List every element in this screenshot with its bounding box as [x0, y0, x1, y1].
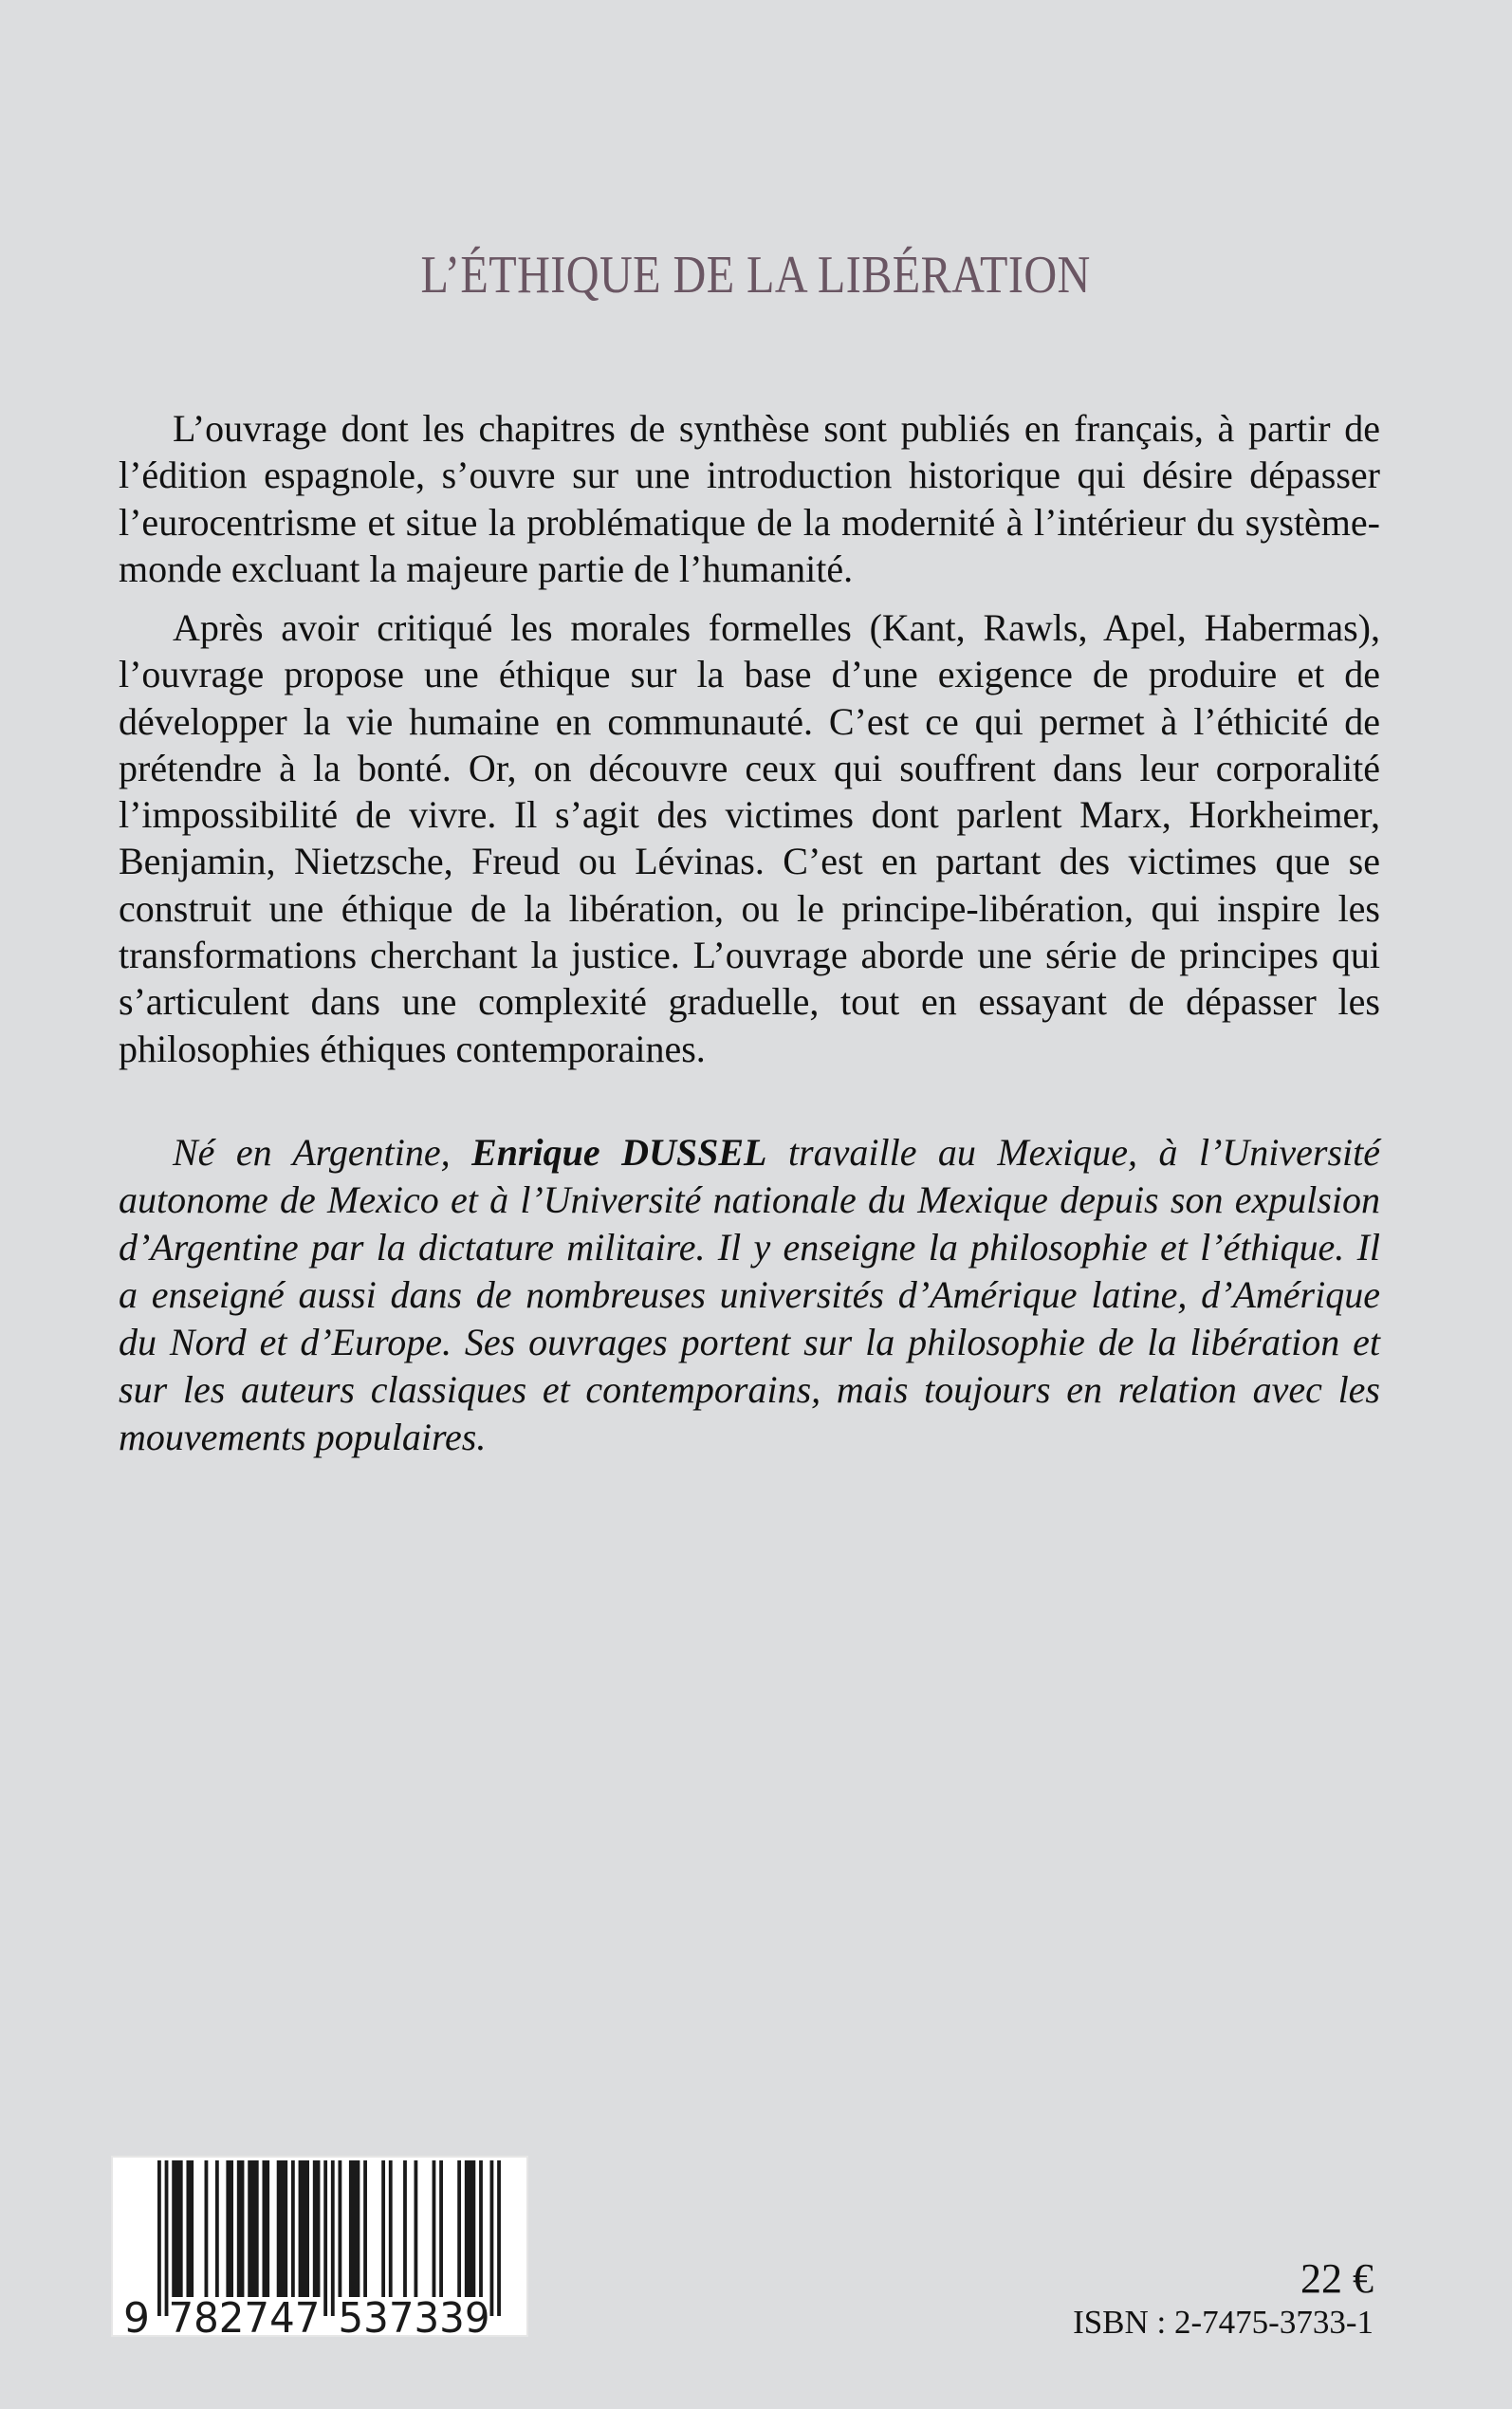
text-line-content [119, 1321, 1380, 1363]
barcode-bar [291, 2160, 295, 2297]
text-run: d’Argentine par la dictature militaire. Il y enseigne la philosophie et l’éthique. Il [119, 1226, 1380, 1269]
book-title [0, 246, 1512, 305]
text-run: l’ouvrage propose une éthique sur la base d’une exigence de produire et de [119, 653, 1380, 696]
barcode-bar [349, 2160, 360, 2297]
text-run: Né en Argentine, [173, 1131, 472, 1174]
text-line-content [119, 887, 1380, 930]
barcode-guard-bar [331, 2160, 335, 2316]
barcode-left-digits: 782747 [168, 2294, 321, 2339]
text-run: s’articulent dans une complexité graduelle, tout en essayant de dépasser les [119, 980, 1380, 1024]
text-run: autonome de Mexico et à l’Université nationale du Mexique depuis son expulsion [119, 1178, 1380, 1221]
barcode-bar [403, 2160, 407, 2297]
text-line [119, 698, 1380, 745]
text-line-content [173, 606, 1380, 649]
text-line [119, 546, 1380, 592]
text-run: philosophies éthiques contemporaines. [119, 1027, 706, 1070]
barcode-guard-bar [490, 2160, 494, 2316]
text-line [119, 1177, 1380, 1224]
text-line [119, 1026, 1380, 1072]
barcode-guard-bar [165, 2160, 169, 2316]
text-run: du Nord et d’Europe. Ses ouvrages portent sur la philosophie de la libération et [119, 1321, 1380, 1363]
text-run: développer la vie humaine en communauté. C’est ce qui permet à l’éthicité de [119, 699, 1380, 743]
text-line [119, 1271, 1380, 1319]
text-run: L’ouvrage dont les chapitres de synthèse sont publiés en français, à partir de [173, 407, 1380, 450]
text-run: transformations cherchant la justice. L’ouvrage aborde une série de principes qui [119, 934, 1380, 977]
barcode-bar [389, 2160, 393, 2297]
text-run: Après avoir critiqué les morales formelles (Kant, Rawls, Apel, Habermas), [173, 606, 1380, 649]
text-line-content [119, 700, 1380, 743]
text-line-content [173, 1131, 1380, 1174]
barcode-bar [262, 2160, 269, 2297]
text-line-content [119, 793, 1380, 836]
text-run: l’édition espagnole, s’ouvre sur une introduction historique qui désire dépasser [119, 454, 1380, 497]
barcode-bar [313, 2160, 321, 2297]
text-line-content [119, 1368, 1380, 1411]
text-line [119, 604, 1380, 651]
barcode-bar [381, 2160, 385, 2297]
text-line-content [119, 934, 1380, 976]
text-line-content [119, 501, 1380, 544]
text-line [119, 499, 1380, 546]
price-label: 22 € [1300, 2255, 1374, 2302]
text-run: monde excluant la majeure partie de l’humanité. [119, 547, 854, 590]
barcode-bar [299, 2160, 309, 2297]
text-line [119, 651, 1380, 697]
text-line-content [119, 840, 1380, 882]
text-run: Benjamin, Nietzsche, Freud ou Lévinas. C’est en partant des victimes que se [119, 840, 1380, 883]
barcode-guard-bar [157, 2160, 161, 2316]
barcode-graphic [113, 2158, 530, 2339]
barcode-bar [205, 2160, 209, 2297]
text-line-content [119, 547, 853, 590]
text-line [119, 932, 1380, 978]
text-line [119, 978, 1380, 1025]
text-line-content [119, 454, 1380, 496]
text-line [119, 745, 1380, 791]
barcode-bar [186, 2160, 194, 2297]
barcode-first-digit: 9 [123, 2294, 150, 2339]
text-line-content [119, 1273, 1380, 1316]
text-line [119, 452, 1380, 498]
isbn-label: ISBN : 2-7475-3733-1 [1073, 2304, 1374, 2341]
author-name: Enrique DUSSEL [471, 1131, 767, 1174]
text-run: a enseigné aussi dans de nombreuses universités d’Amérique latine, d’Amérique [119, 1273, 1380, 1316]
text-run: sur les auteurs classiques et contemporains, mais toujours en relation avec les [119, 1368, 1380, 1411]
author-bio-paragraph [119, 1129, 1380, 1461]
text-run: prétendre à la bonté. Or, on découvre ceux qui souffrent dans leur corporalité [119, 746, 1380, 789]
barcode-bar [277, 2160, 287, 2297]
barcode-bar [215, 2160, 219, 2297]
text-line [119, 838, 1380, 884]
barcode-guard-bar [497, 2160, 501, 2316]
barcode-guard-bar [323, 2160, 327, 2316]
text-line-content [119, 1226, 1380, 1269]
synopsis-paragraph-1 [119, 405, 1380, 592]
text-line-content [119, 1028, 706, 1070]
text-line-content [173, 407, 1380, 450]
text-line [119, 1366, 1380, 1414]
barcode-bar [339, 2160, 342, 2297]
text-run: construit une éthique de la libération, ou le principe-libération, qui inspire les [119, 886, 1380, 930]
barcode-bar [226, 2160, 233, 2297]
text-line [119, 791, 1380, 838]
barcode-bar [439, 2160, 443, 2297]
text-line [119, 885, 1380, 932]
text-line-content [119, 980, 1380, 1023]
text-run: mouvements populaires. [119, 1416, 487, 1458]
text-run: travaille au Mexique, à l’Université [766, 1131, 1381, 1174]
text-run: l’impossibilité de vivre. Il s’agit des victimes dont parlent Marx, Horkheimer, [119, 793, 1380, 837]
barcode-bar [172, 2160, 182, 2297]
barcode-bar [479, 2160, 483, 2297]
barcode-bar [457, 2160, 461, 2297]
text-line-content [119, 653, 1380, 695]
isbn-barcode [111, 2156, 528, 2337]
text-line [119, 405, 1380, 452]
text-line [119, 1414, 1380, 1461]
book-title-text: L’ÉTHIQUE DE LA LIBÉRATION [420, 246, 1092, 305]
synopsis-paragraph-2 [119, 604, 1380, 1072]
text-line-content [119, 1416, 486, 1458]
barcode-bar [415, 2160, 418, 2297]
barcode-bar [248, 2160, 258, 2297]
text-run: l’eurocentrisme et situe la problématique de la modernité à l’intérieur du système- [119, 500, 1380, 544]
text-line [119, 1319, 1380, 1366]
text-line-content [119, 747, 1380, 789]
barcode-bar [465, 2160, 475, 2297]
text-line-content [119, 1178, 1380, 1221]
barcode-right-digits: 537339 [338, 2294, 490, 2339]
text-line [119, 1224, 1380, 1271]
text-line [119, 1129, 1380, 1177]
barcode-bar [237, 2160, 245, 2297]
barcode-bar [433, 2160, 436, 2297]
barcode-bar [363, 2160, 367, 2297]
